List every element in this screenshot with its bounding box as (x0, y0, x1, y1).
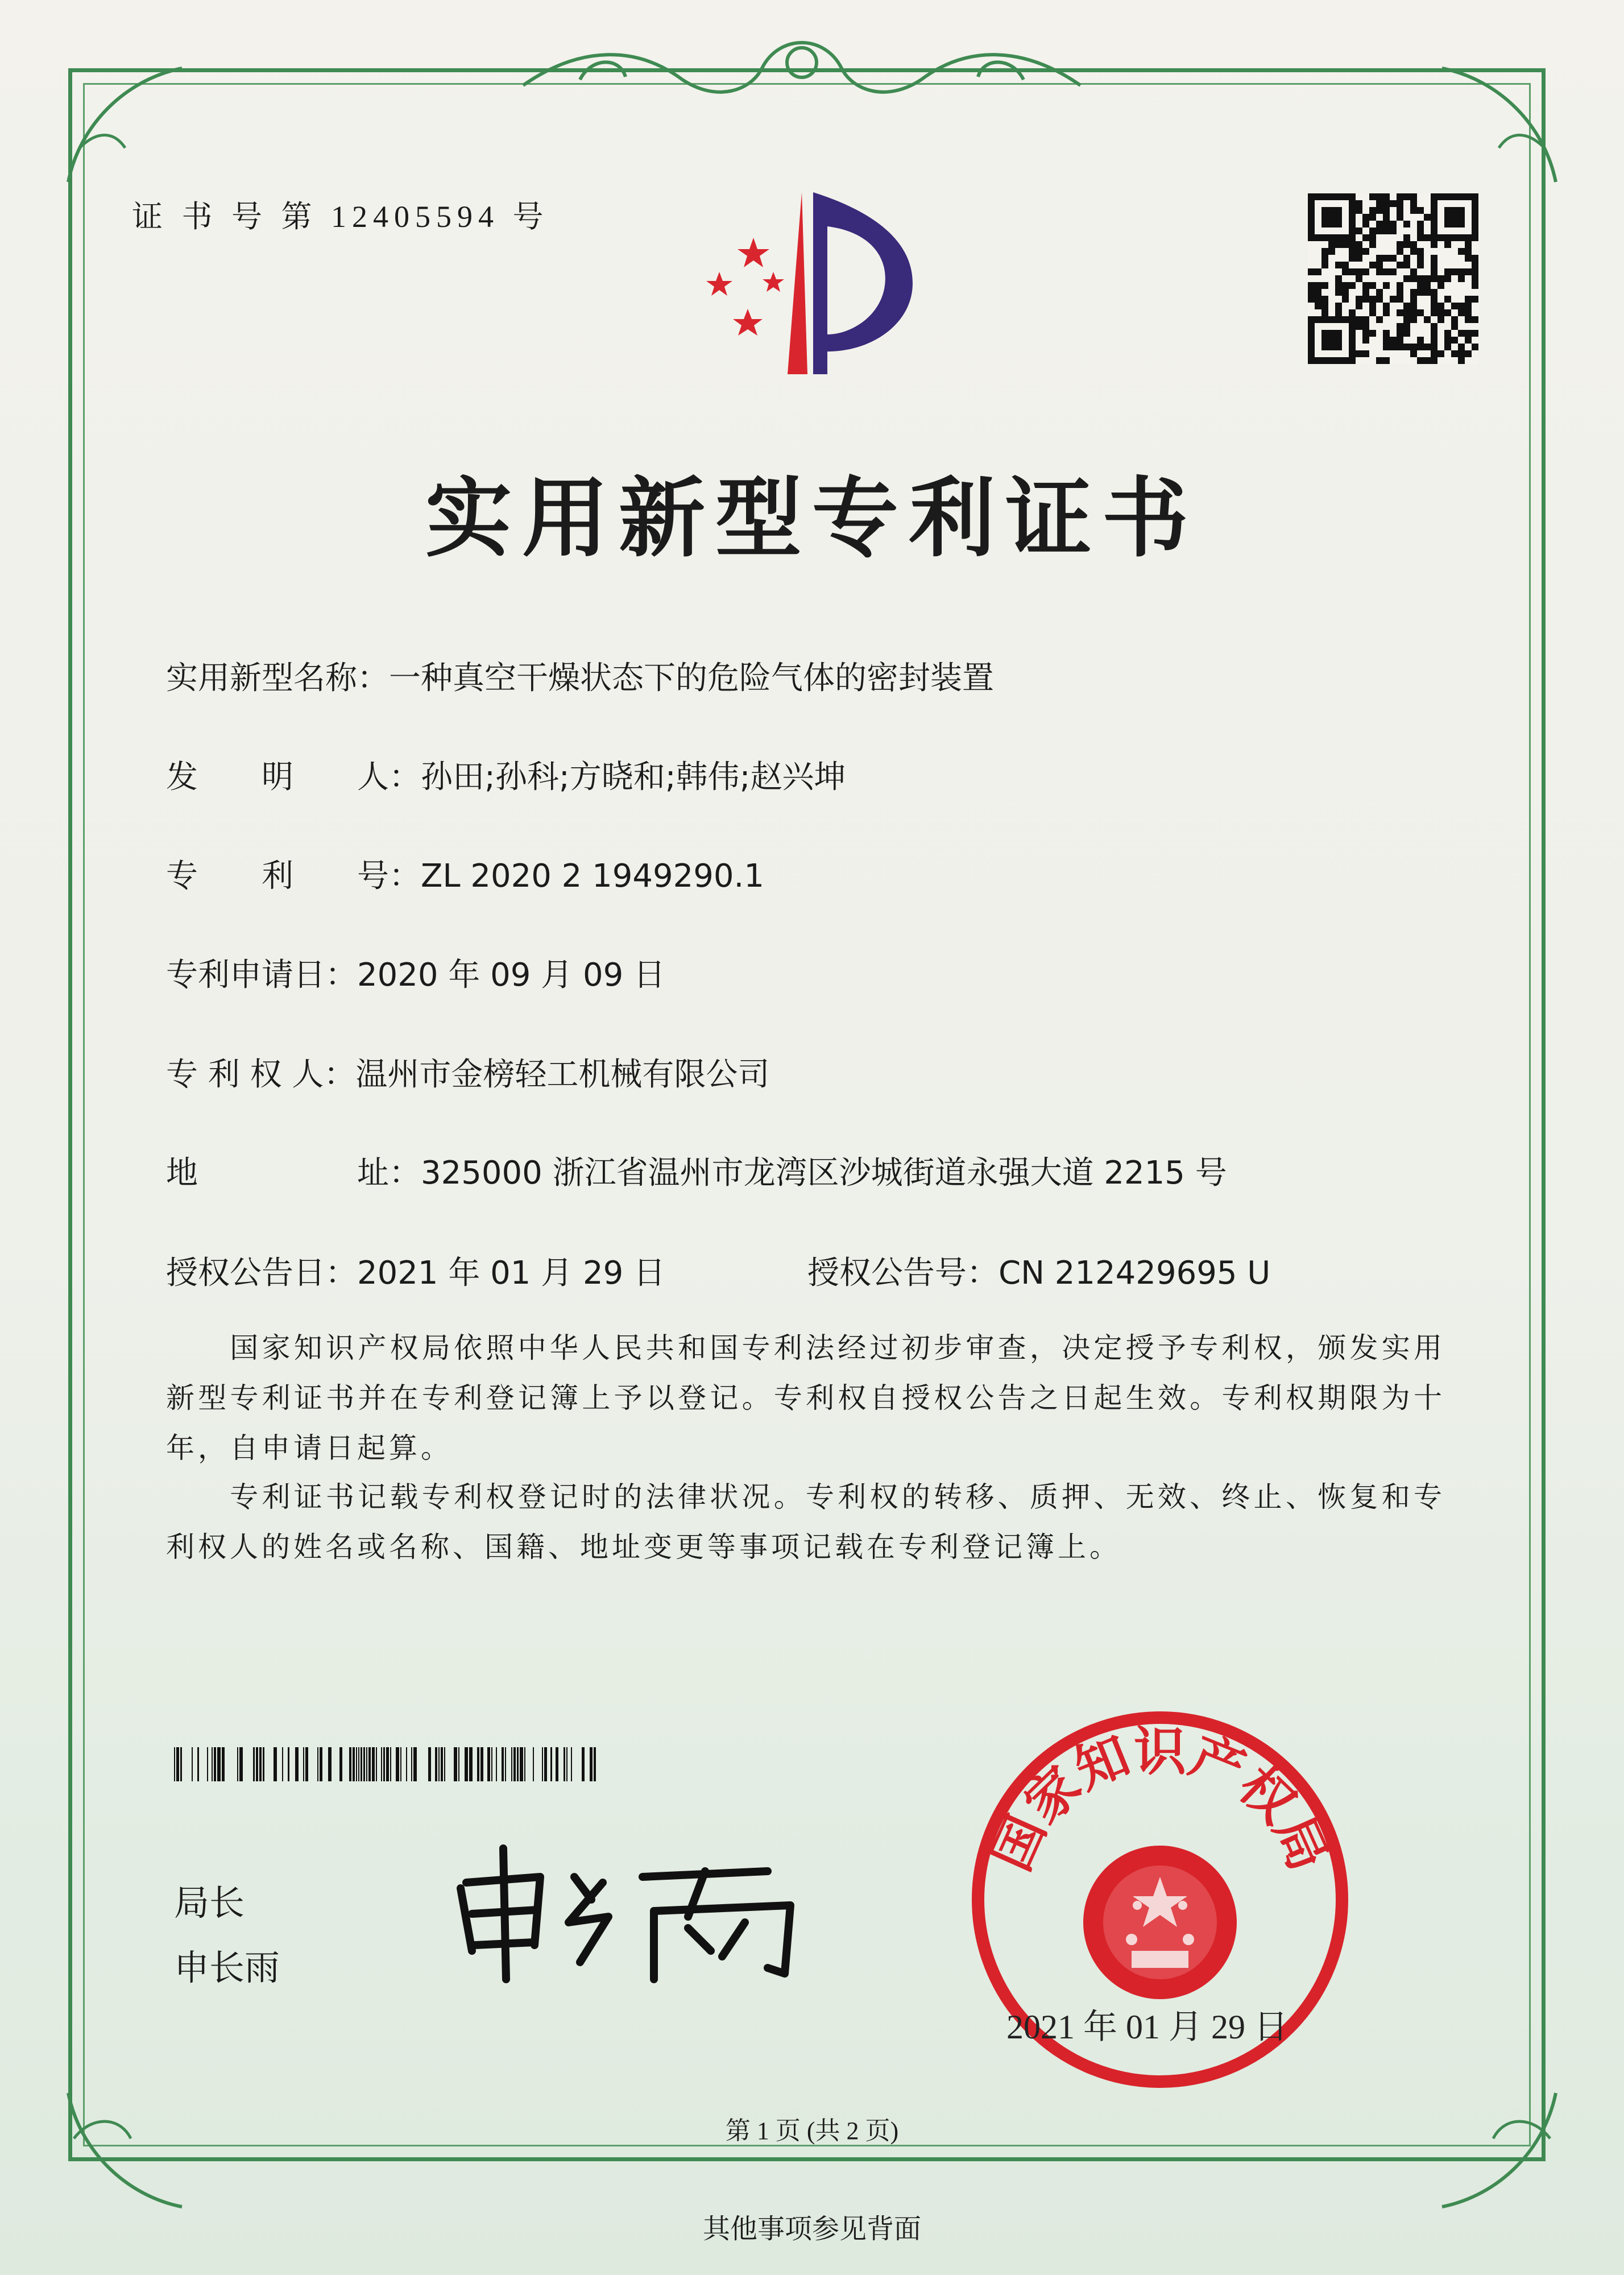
field-label: 实用新型名称： (166, 660, 389, 697)
certificate-number: 证 书 号 第 12405594 号 (132, 200, 549, 234)
seal-date: 2021 年 01 月 29 日 (1006, 2008, 1288, 2046)
utility-model-name-row (166, 653, 994, 698)
grant-number-row (807, 1248, 1270, 1293)
barcode-icon (174, 1747, 606, 1781)
patent-number-row (166, 851, 764, 896)
signature-image (449, 1837, 813, 1985)
certificate-title: 实用新型专利证书 (425, 468, 1199, 569)
field-value: ZL 2020 2 1949290.1 (421, 858, 764, 895)
field-value: 一种真空干燥状态下的危险气体的密封装置 (389, 660, 994, 697)
field-value: 孙田;孙科;方晓和;韩伟;赵兴坤 (421, 759, 846, 796)
address-row (166, 1148, 1227, 1193)
ornament-icon (1419, 57, 1567, 205)
field-value: 2021 年 01 月 29 日 (357, 1255, 666, 1292)
patentee-row (166, 1049, 769, 1095)
field-label: 专利申请日： (166, 957, 357, 994)
field-label: 专 利 号： (166, 858, 421, 895)
ornament-icon (512, 23, 1092, 108)
page-number: 第 1 页 (共 2 页) (725, 2117, 899, 2145)
inventor-row (166, 752, 846, 797)
grant-date-row (166, 1248, 665, 1293)
director-title: 局长 (174, 1882, 245, 1924)
field-value: CN 212429695 U (999, 1255, 1271, 1292)
field-label: 发 明 人： (166, 759, 421, 796)
ornament-icon (57, 57, 205, 205)
field-value: 2020 年 09 月 09 日 (357, 957, 666, 994)
qr-code-icon (1308, 193, 1478, 364)
paragraph-text: 国家知识产权局依照中华人民共和国专利法经过初步审查，决定授予专利权，颁发实用新型专利证书并在专利登记簿上予以登记。专利权自授权公告之日起生效。专利权期限为十年，自申请日起算。 (166, 1331, 1445, 1465)
field-label: 专 利 权 人： (166, 1056, 356, 1093)
field-value: 温州市金榜轻工机械有限公司 (355, 1056, 770, 1093)
field-label: 授权公告号： (807, 1255, 999, 1292)
director-name: 申长雨 (174, 1947, 280, 1988)
field-value: 325000 浙江省温州市龙湾区沙城街道永强大道 2215 号 (421, 1155, 1227, 1192)
field-label: 授权公告日： (166, 1255, 357, 1292)
paragraph-grant (166, 1323, 1445, 1473)
filing-date-row (166, 950, 665, 995)
patent-office-logo-icon (685, 181, 935, 386)
field-label: 地 址： (166, 1155, 421, 1192)
seal-text: 国家知识产权局 (980, 1721, 1340, 1880)
paragraph-text: 专利证书记载专利权登记时的法律状况。专利权的转移、质押、无效、终止、恢复和专利权人的姓名或名称、国籍、地址变更等事项记载在专利登记簿上。 (166, 1480, 1445, 1563)
paragraph-legal-status (166, 1472, 1445, 1572)
back-note: 其他事项参见背面 (702, 2213, 921, 2245)
